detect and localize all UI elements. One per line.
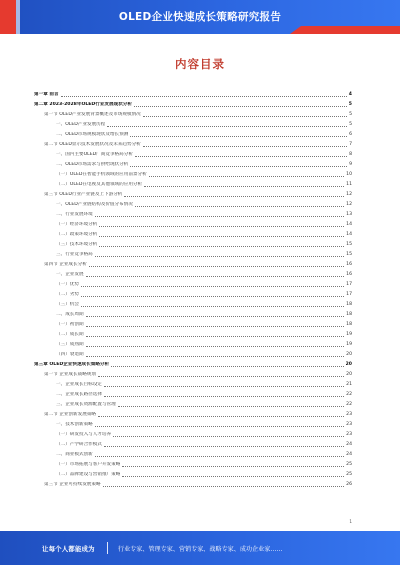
toc-dot-leader [99,246,344,247]
toc-entry-page: 10 [346,172,352,177]
toc-entry-label: （四）衰退期 [56,352,84,357]
toc-entry-page: 15 [346,252,352,257]
toc-entry[interactable] [34,198,352,208]
toc-entry[interactable] [34,398,352,408]
toc-entry[interactable] [34,368,352,378]
toc-entry-label: 第一章 前言 [34,92,59,97]
toc-entry-label: 第三节 企业可持续发展策略 [44,482,101,487]
toc-entry-label: （一）OLED在智能手机领域的应用前景分析 [56,172,147,177]
toc-entry-label: 一、技术创新策略 [56,422,93,427]
toc-entry[interactable] [34,478,352,488]
toc-dot-leader [95,256,344,257]
toc-dot-leader [135,156,347,157]
toc-entry[interactable] [34,278,352,288]
toc-entry[interactable] [34,178,352,188]
toc-entry[interactable] [34,158,352,168]
toc-entry-label: （一）市场拓展与客户开发策略 [56,462,121,467]
toc-entry[interactable] [34,218,352,228]
page-number: 1 [349,519,352,524]
toc-entry[interactable] [34,208,352,218]
toc-entry[interactable] [34,338,352,348]
toc-entry-label: 二、商业模式创新 [56,452,93,457]
toc-entry-label: （三）成熟期 [56,342,84,347]
toc-entry-label: 第二节 企业创新发展策略 [44,412,96,417]
toc-entry[interactable] [34,388,352,398]
toc-entry-label: 一、企业发展 [56,272,84,277]
toc-entry[interactable] [34,468,352,478]
toc-entry[interactable] [34,128,352,138]
toc-entry[interactable] [34,238,352,248]
toc-entry-label: 二、OLED市场需求与供给现状分析 [56,162,129,167]
toc-entry-label: 第四节 企业成长分析 [44,262,87,267]
toc-entry[interactable] [34,118,352,128]
toc-entry[interactable] [34,268,352,278]
toc-entry-page: 18 [346,302,352,307]
toc-entry[interactable] [34,428,352,438]
toc-entry[interactable] [34,298,352,308]
toc-entry-page: 12 [346,202,352,207]
toc-entry-page: 4 [348,92,352,97]
toc-dot-leader [95,456,344,457]
toc-dot-leader [86,336,345,337]
toc-entry-label: 一、企业成长目标设定 [56,382,102,387]
toc-dot-leader [89,266,344,267]
toc-entry-label: 二、企业成长路径选择 [56,392,102,397]
toc-entry-page: 19 [346,342,352,347]
toc-dot-leader [118,406,344,407]
toc-entry-page: 17 [346,292,352,297]
toc-entry-label: 三、企业成长资源配置与管理 [56,402,116,407]
toc-entry[interactable] [34,458,352,468]
toc-dot-leader [86,326,345,327]
toc-entry-label: （二）政策环境分析 [56,232,98,237]
toc-entry[interactable] [34,358,352,368]
toc-entry-page: 20 [345,362,352,367]
toc-entry-label: 第二节 OLED显示技术发展状况及未来趋势分析 [44,142,141,147]
toc-entry[interactable] [34,318,352,328]
toc-entry-page: 15 [346,242,352,247]
toc-dot-leader [149,176,344,177]
toc-entry-page: 7 [349,142,352,147]
toc-entry-label: （三）机会 [56,302,79,307]
toc-dot-leader [95,426,344,427]
toc-entry-label: 二、成长周期 [56,312,84,317]
toc-title: 内容目录 [175,57,225,71]
toc-entry-label: （二）劣势 [56,292,79,297]
toc-dot-leader [122,476,344,477]
toc-entry-page: 22 [346,402,352,407]
toc-entry-page: 5 [348,102,352,107]
footer-slogan: 让每个人都能成为 [42,545,95,553]
toc-entry-page: 5 [349,112,352,117]
toc-dot-leader [144,186,344,187]
toc-dot-leader [113,436,344,437]
toc-dot-leader [104,396,344,397]
toc-dot-leader [130,166,347,167]
toc-dot-leader [143,146,347,147]
toc-dot-leader [111,366,343,367]
header-banner [0,0,400,34]
toc-entry-page: 20 [346,352,352,357]
toc-dot-leader [61,96,347,97]
toc-entry-page: 23 [346,432,352,437]
toc-dot-leader [134,106,347,107]
toc-dot-leader [81,296,344,297]
header-red-accent [290,26,400,34]
toc-entry-label: 三、行业竞争格局 [56,252,93,257]
toc-dot-leader [99,226,344,227]
footer-banner [0,531,400,565]
toc-entry-label: 第三节 OLED行业产业链及上下游分析 [44,192,123,197]
toc-dot-leader [81,286,344,287]
toc-entry[interactable] [34,438,352,448]
toc-entry-page: 25 [346,472,352,477]
toc-dot-leader [143,116,347,117]
toc-entry[interactable] [34,168,352,178]
toc-entry[interactable] [34,348,352,358]
toc-dot-leader [103,486,345,487]
footer-separator [107,542,108,554]
toc-entry-page: 12 [346,192,352,197]
toc-entry-label: （二）产学研合作模式 [56,442,102,447]
toc-entry[interactable] [34,228,352,238]
toc-entry-label: （一）优势 [56,282,79,287]
toc-entry-page: 22 [346,392,352,397]
toc-entry-label: 第三章 OLED企业快速成长策略分析 [34,362,110,367]
toc-entry-page: 17 [346,282,352,287]
toc-entry[interactable] [34,378,352,388]
toc-entry-label: 二、行业发展环境 [56,212,93,217]
toc-entry-label: （二）品牌建设与营销推广策略 [56,472,121,477]
toc-dot-leader [107,126,347,127]
toc-entry-page: 14 [346,232,352,237]
toc-entry-page: 13 [346,212,352,217]
toc-entry[interactable] [34,88,352,98]
toc-entry[interactable] [34,248,352,258]
toc-entry-page: 23 [346,412,352,417]
toc-dot-leader [130,136,347,137]
toc-entry-page: 25 [346,462,352,467]
toc-entry-page: 18 [346,322,352,327]
toc-entry[interactable] [34,448,352,458]
toc-entry-label: 第一节 OLED产业发展背景概述及市场规模情况 [44,112,141,117]
toc-dot-leader [86,276,345,277]
toc-dot-leader [104,386,344,387]
toc-entry[interactable] [34,98,352,108]
toc-entry-page: 20 [346,372,352,377]
toc-entry-page: 16 [346,272,352,277]
toc-dot-leader [86,316,345,317]
footer-experts: 行业专家、管理专家、营销专家、战略专家、成功企业家…… [118,546,283,553]
toc-entry[interactable] [34,418,352,428]
toc-entry[interactable] [34,148,352,158]
toc-entry-page: 8 [349,152,352,157]
toc-entry[interactable] [34,288,352,298]
toc-dot-leader [81,306,344,307]
toc-dot-leader [122,466,344,467]
toc-entry[interactable] [34,138,352,148]
toc-entry-page: 26 [346,482,352,487]
toc-entry-label: 二、OLED市场规模现状及增长预测 [56,132,129,137]
toc-entry-label: （二）OLED在电视及其他领域的应用分析 [56,182,143,187]
toc-entry-page: 6 [349,132,352,137]
toc-dot-leader [86,346,345,347]
toc-entry-label: （三）技术环境分析 [56,242,98,247]
toc-entry-label: （一）研发投入与人才培养 [56,432,112,437]
toc-entry-page: 21 [346,382,352,387]
toc-entry-page: 19 [346,332,352,337]
report-title: OLED企业快速成长策略研究报告 [118,11,282,23]
toc-entry-label: （一）初创期 [56,322,84,327]
toc-entry-page: 14 [346,222,352,227]
toc-dot-leader [104,446,344,447]
toc-entry-label: 一、国内主要OLED厂商竞争格局分析 [56,152,133,157]
toc-dot-leader [99,236,344,237]
toc-entry-label: 第二章 2023-2028年OLED行业发展现状分析 [34,102,132,107]
toc-dot-leader [95,216,344,217]
toc-entry-page: 16 [346,262,352,267]
toc-entry-label: 一、OLED产业发展历程 [56,122,106,127]
toc-entry-label: 一、OLED产业链结构及价值分布情况 [56,202,133,207]
toc-dot-leader [124,196,344,197]
toc-entry-page: 23 [346,422,352,427]
toc-entry-label: 第一节 企业成长战略规划 [44,372,96,377]
toc-entry-label: （一）经济环境分析 [56,222,98,227]
toc-entry-page: 9 [349,162,352,167]
toc-entry-label: （二）成长期 [56,332,84,337]
toc-entry[interactable] [34,308,352,318]
toc-entry-page: 24 [346,442,352,447]
toc-dot-leader [98,416,344,417]
toc-dot-leader [86,356,345,357]
toc-entry-page: 11 [346,182,352,187]
toc-entry[interactable] [34,108,352,118]
toc-entry[interactable] [34,188,352,198]
toc-entry[interactable] [34,258,352,268]
toc-dot-leader [98,376,344,377]
table-of-contents [34,88,352,488]
toc-entry-page: 18 [346,312,352,317]
toc-dot-leader [135,206,344,207]
toc-entry-page: 24 [346,452,352,457]
toc-entry[interactable] [34,328,352,338]
toc-entry[interactable] [34,408,352,418]
toc-entry-page: 5 [349,122,352,127]
